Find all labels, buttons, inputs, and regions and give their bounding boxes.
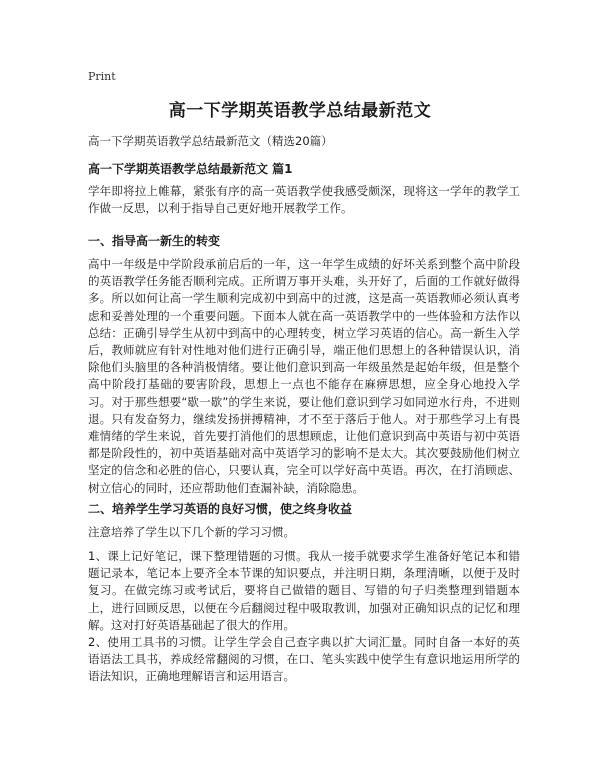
section-2-heading: 二、培养学生学习英语的良好习惯，使之终身收益 (88, 502, 353, 516)
section-1-heading: 一、指导高一新生的转变 (88, 234, 221, 248)
article-heading: 高一下学期英语教学总结最新范文 篇1 (88, 162, 293, 176)
habit-1-paragraph: 1、课上记好笔记，课下整理错题的习惯。我从一接手就要求学生准备好笔记本和错题记录本，笔记本上要齐全本节课的知识要点，并注明日期，条理清晰，以便于及时复习。在做完练习或考试后，要将自己做错的题目、写错的句子归类整理到错题本上，进行回顾反思，以便在今后翻阅过程中吸取教训，加强对正确知识点的记忆和理解。这对打好英语基础起了很大的作用。 (88, 549, 520, 632)
print-label[interactable]: Print (88, 70, 116, 83)
intro-paragraph: 学年即将拉上帷幕，紧张有序的高一英语教学使我感受颇深，现将这一学年的教学工作做一反思，以利于指导自己更好地开展教学工作。 (88, 184, 520, 216)
habit-2-paragraph: 2、使用工具书的习惯。让学生学会自己查字典以扩大词汇量。同时自备一本好的英语语法工具书，养成经常翻阅的习惯，在口、笔头实践中使学生有意识地运用所学的语法知识，正确地理解语言和运用语言。 (88, 635, 520, 684)
section-2-intro: 注意培养了学生以下几个新的学习习惯。 (88, 525, 295, 539)
page-title: 高一下学期英语教学总结最新范文 (168, 101, 432, 121)
section-1-paragraph: 高中一年级是中学阶段承前启后的一年，这一年学生成绩的好坏关系到整个高中阶段的英语教学任务能否顺利完成。正所谓万事开头难，头开好了，后面的工作就好做得多。所以如何让高一学生顺利完成初中到高中的过渡，这是高一英语教师必须认真考虑和妥善处理的一个重要问题。下面本人就在高一英语教学中的一些体验和方法作以总结：正确引导学生从初中到高中的心理转变，树立学习英语的信心。高一新生入学后，教师就应有针对性地对他们进行正确引导，端正他们思想上的各种错误认识，消除他们头脑里的各种消极情绪。要让他们意识到高一年级虽然是起始年级，但是整个高中阶段打基础的要害阶段，思想上一点也不能存在麻痹思想，应全身心地投入学习。对于那些想要“歇一歇”的学生来说，要让他们意识到学习如同逆水行舟，不进则退。只有发奋努力，继续发扬拼搏精神，才不至于落后于他人。对于那些学习上有畏难情绪的学生来说，首先要打消他们的思想顾虑，让他们意识到高中英语与初中英语都是阶段性的，初中英语基础对高中英语学习的影响不是太大。其次要鼓励他们树立坚定的信念和必胜的信心，只要认真，完全可以学好高中英语。再次，在打消顾虑、树立信心的同时，还应帮助他们查漏补缺，消除隐患。 (88, 257, 520, 495)
document-subtitle: 高一下学期英语教学总结最新范文（精选20篇） (88, 134, 333, 148)
